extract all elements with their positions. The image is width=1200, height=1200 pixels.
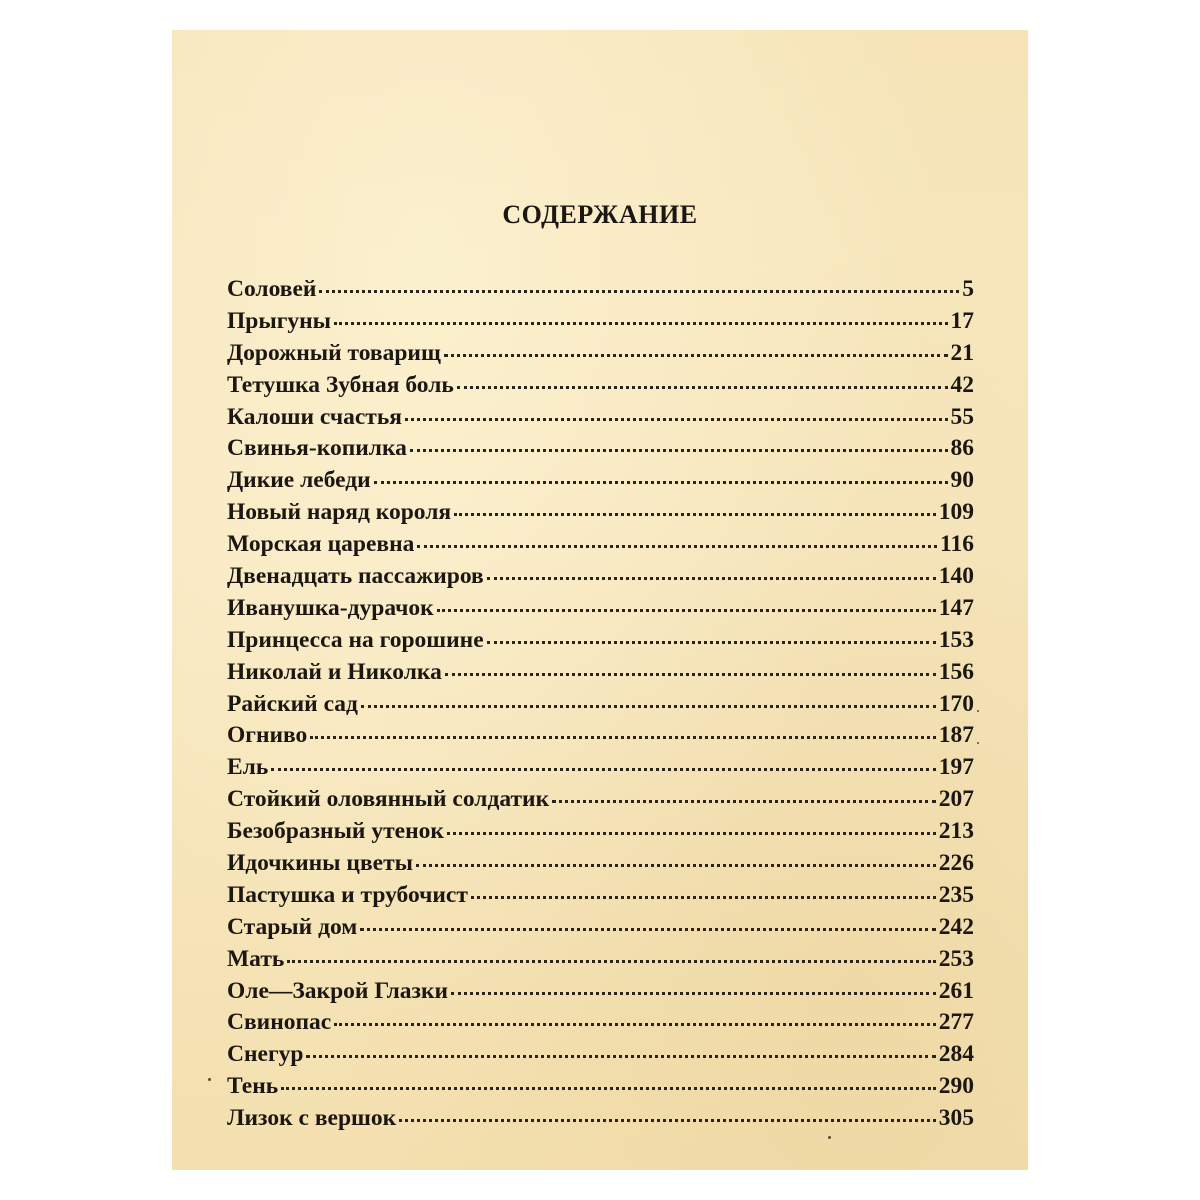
dot-leader <box>454 513 936 516</box>
toc-entry-page: 242 <box>938 913 974 940</box>
toc-entry <box>227 276 974 308</box>
toc-entry <box>227 946 974 978</box>
toc-entry <box>227 722 974 754</box>
dot-leader <box>306 1055 935 1058</box>
toc-entry-page: 116 <box>940 531 974 558</box>
toc-entry-title: Калоши счастья <box>227 403 402 430</box>
toc-entry <box>227 435 974 467</box>
dot-leader <box>281 1087 936 1090</box>
toc-entry-title: Райский сад <box>227 690 358 717</box>
toc-entry-title: Свинопас <box>227 1009 332 1036</box>
toc-entry-title: Оле—Закрой Глазки <box>227 977 449 1004</box>
toc-entry-title: Новый наряд короля <box>227 499 452 526</box>
toc-entry-page: 86 <box>950 435 974 462</box>
dot-leader <box>444 354 948 357</box>
toc-entry-page: 21 <box>950 339 974 366</box>
dot-leader <box>487 641 936 644</box>
dot-leader <box>457 386 948 389</box>
toc-entry-title: Дорожный товарищ <box>227 339 441 366</box>
toc-entry-title: Мать <box>227 945 285 972</box>
toc-entry-title: Безобразный утенок <box>227 818 444 845</box>
toc-entry-title: Дикие лебеди <box>227 467 371 494</box>
toc-entry-title: Старый дом <box>227 913 358 940</box>
dot-leader <box>334 1023 936 1026</box>
paper-speck <box>208 1078 211 1081</box>
dot-leader <box>361 705 936 708</box>
toc-entry <box>227 595 974 627</box>
toc-entry-page: 170 <box>938 690 974 717</box>
dot-leader <box>451 992 936 995</box>
toc-entry <box>227 372 974 404</box>
toc-entry <box>227 818 974 850</box>
toc-entry <box>227 659 974 691</box>
toc-entry-page: 147 <box>938 594 974 621</box>
dot-leader <box>437 609 936 612</box>
toc-entry-page: 90 <box>950 467 974 494</box>
dot-leader <box>445 673 936 676</box>
dot-leader <box>334 322 947 325</box>
toc-entry-title: Снегур <box>227 1041 304 1068</box>
toc-entry-page: 197 <box>938 754 974 781</box>
toc-entry-title: Прыгуны <box>227 307 332 334</box>
toc-entry-title: Тень <box>227 1073 279 1100</box>
dot-leader <box>471 896 936 899</box>
toc-entry-page: 109 <box>938 499 974 526</box>
toc-entry-title: Пастушка и трубочист <box>227 881 468 908</box>
toc-entry <box>227 786 974 818</box>
toc-entry <box>227 308 974 340</box>
toc-entry-page: 253 <box>938 945 974 972</box>
dot-leader <box>319 290 959 293</box>
toc-entry-page: 156 <box>938 658 974 685</box>
toc-entry-page: 42 <box>950 371 974 398</box>
toc-entry-page: 290 <box>938 1073 974 1100</box>
toc-entry-title: Идочкины цветы <box>227 850 413 877</box>
toc-entry-title: Морская царевна <box>227 531 415 558</box>
toc-entry <box>227 563 974 595</box>
dot-leader <box>405 418 948 421</box>
toc-entry <box>227 691 974 723</box>
toc-entry-title: Лизок с вершок <box>227 1105 397 1132</box>
toc-entry <box>227 1009 974 1041</box>
toc-entry <box>227 627 974 659</box>
book-page <box>172 30 1028 1170</box>
toc-entry <box>227 1041 974 1073</box>
toc-entry-title: Ель <box>227 754 269 781</box>
paper-speck <box>828 1136 831 1139</box>
toc-entry <box>227 1105 974 1137</box>
toc-entry <box>227 404 974 436</box>
toc-entry-page: 226 <box>938 850 974 877</box>
dot-leader <box>410 449 948 452</box>
toc-entry <box>227 850 974 882</box>
dot-leader <box>417 545 937 548</box>
toc-entry <box>227 914 974 946</box>
toc-entry-title: Двенадцать пассажиров <box>227 563 484 590</box>
toc-entry-title: Принцесса на горошине <box>227 626 484 653</box>
dot-leader <box>271 768 935 771</box>
toc-entry <box>227 340 974 372</box>
toc-entry-title: Иванушка-дурачок <box>227 594 434 621</box>
dot-leader <box>487 577 936 580</box>
toc-entry-title: Огниво <box>227 722 308 749</box>
dot-leader <box>552 800 936 803</box>
toc-entry-page: 261 <box>938 977 974 1004</box>
toc-entry <box>227 882 974 914</box>
toc-entry-page: 207 <box>938 786 974 813</box>
dot-leader <box>447 832 936 835</box>
dot-leader <box>399 1119 936 1122</box>
table-of-contents <box>227 276 974 1137</box>
toc-entry-page: 5 <box>962 276 974 302</box>
dot-leader <box>360 928 935 931</box>
toc-entry <box>227 499 974 531</box>
toc-entry-title: Свинья-копилка <box>227 435 407 462</box>
paper-speck <box>977 710 979 712</box>
toc-entry-title: Стойкий оловянный солдатик <box>227 786 550 813</box>
toc-entry-page: 153 <box>938 626 974 653</box>
toc-entry-page: 235 <box>938 881 974 908</box>
toc-entry-page: 305 <box>938 1105 974 1132</box>
toc-entry-title: Тетушка Зубная боль <box>227 371 454 398</box>
toc-entry <box>227 531 974 563</box>
toc-entry-page: 55 <box>950 403 974 430</box>
toc-entry-page: 17 <box>950 307 974 334</box>
page-title: СОДЕРЖАНИЕ <box>502 200 698 229</box>
dot-leader <box>287 960 935 963</box>
toc-entry <box>227 1073 974 1105</box>
toc-entry <box>227 754 974 786</box>
toc-entry-title: Соловей <box>227 276 317 302</box>
dot-leader <box>374 481 948 484</box>
toc-entry-page: 187 <box>938 722 974 749</box>
toc-entry-page: 277 <box>938 1009 974 1036</box>
toc-entry-title: Николай и Николка <box>227 658 442 685</box>
dot-leader <box>310 736 935 739</box>
toc-entry <box>227 467 974 499</box>
toc-entry-page: 140 <box>938 563 974 590</box>
dot-leader <box>416 864 936 867</box>
paper-speck <box>977 742 979 744</box>
toc-entry-page: 213 <box>938 818 974 845</box>
toc-entry <box>227 978 974 1010</box>
toc-entry-page: 284 <box>938 1041 974 1068</box>
